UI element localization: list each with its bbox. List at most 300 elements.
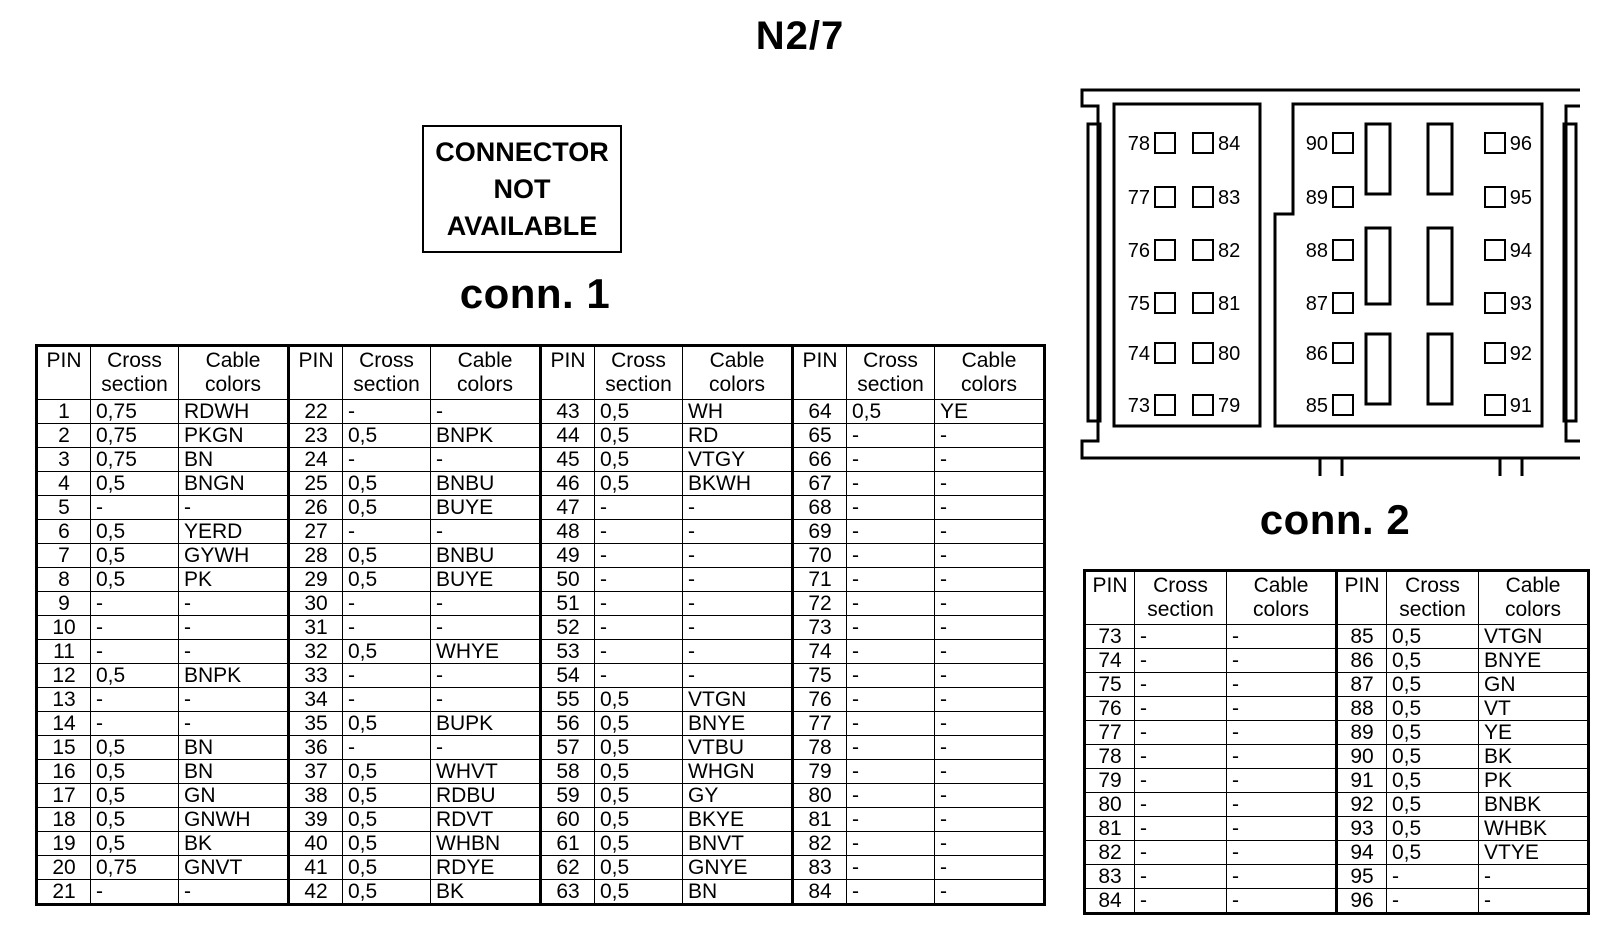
pin-contact (1193, 343, 1213, 363)
connector-pin-label: 96 (1509, 133, 1532, 155)
cell-cross: 0,5 (595, 472, 683, 496)
pin-contact (1155, 187, 1175, 207)
cell-color: RDYE (431, 856, 541, 880)
header-pin: PIN (1337, 571, 1387, 625)
cell-color: - (935, 544, 1045, 568)
cell-cross: 0,5 (1387, 721, 1479, 745)
cell-pin: 35 (289, 712, 343, 736)
cell-pin: 82 (793, 832, 847, 856)
cell-cross: - (847, 544, 935, 568)
cell-cross: - (91, 688, 179, 712)
cell-cross: 0,5 (343, 856, 431, 880)
cell-cross: - (847, 472, 935, 496)
table-row (37, 688, 1045, 712)
cell-cross: - (595, 544, 683, 568)
cell-pin: 73 (793, 616, 847, 640)
cell-pin: 46 (541, 472, 595, 496)
cell-pin: 59 (541, 784, 595, 808)
pin-contact (1155, 240, 1175, 260)
cell-cross: - (595, 592, 683, 616)
cell-color: - (179, 712, 289, 736)
cell-pin: 22 (289, 400, 343, 424)
cell-color: PKGN (179, 424, 289, 448)
cell-pin: 65 (793, 424, 847, 448)
cell-pin: 63 (541, 880, 595, 905)
cell-color: VTGY (683, 448, 793, 472)
cell-pin: 91 (1337, 769, 1387, 793)
table-row (37, 616, 1045, 640)
cell-color: - (1227, 817, 1337, 841)
connector-key-right (1500, 458, 1522, 476)
cell-cross: 0,5 (91, 664, 179, 688)
table-row (37, 808, 1045, 832)
cell-color: RDVT (431, 808, 541, 832)
cell-cross: 0,5 (91, 832, 179, 856)
cell-color: - (935, 640, 1045, 664)
cell-pin: 21 (37, 880, 91, 905)
header-cross: Cross section (595, 346, 683, 400)
cell-pin: 75 (793, 664, 847, 688)
table-row (37, 664, 1045, 688)
cell-color: BK (1479, 745, 1589, 769)
cell-color: - (1227, 673, 1337, 697)
connector-pin-label: 81 (1218, 293, 1241, 315)
connector-key-left (1320, 458, 1342, 476)
cell-cross: 0,5 (91, 544, 179, 568)
cell-pin: 56 (541, 712, 595, 736)
cell-color: PK (179, 568, 289, 592)
cell-pin: 3 (37, 448, 91, 472)
cell-color: - (683, 568, 793, 592)
table-row (1085, 817, 1589, 841)
cell-cross: 0,5 (847, 400, 935, 424)
cell-cross: - (847, 856, 935, 880)
cell-cross: - (343, 400, 431, 424)
header-pin: PIN (1085, 571, 1135, 625)
cell-cross: 0,5 (1387, 625, 1479, 649)
table-row (1085, 769, 1589, 793)
cell-cross: - (1135, 721, 1227, 745)
table-row (37, 832, 1045, 856)
cell-cross: - (847, 712, 935, 736)
cell-color: - (683, 640, 793, 664)
cell-color: VTGN (1479, 625, 1589, 649)
cell-color: - (935, 688, 1045, 712)
cell-cross: 0,5 (1387, 793, 1479, 817)
cell-cross: 0,75 (91, 856, 179, 880)
slot (1428, 228, 1452, 304)
connector-pin-label: 86 (1305, 343, 1328, 365)
header-pin: PIN (37, 346, 91, 400)
cell-cross: - (847, 760, 935, 784)
cell-pin: 72 (793, 592, 847, 616)
header-color: Cable colors (683, 346, 793, 400)
pin-contact (1193, 293, 1213, 313)
cell-color: - (935, 760, 1045, 784)
cell-cross: 0,5 (1387, 817, 1479, 841)
header-cross: Cross section (343, 346, 431, 400)
cell-color: GNYE (683, 856, 793, 880)
cell-color: - (683, 592, 793, 616)
connector-pin-label: 83 (1218, 187, 1241, 209)
cell-color: GN (1479, 673, 1589, 697)
cell-pin: 64 (793, 400, 847, 424)
cell-pin: 17 (37, 784, 91, 808)
cell-color: - (431, 664, 541, 688)
cell-pin: 5 (37, 496, 91, 520)
cell-color: BNYE (683, 712, 793, 736)
cell-cross: 0,5 (1387, 673, 1479, 697)
cell-color: BNGN (179, 472, 289, 496)
cell-pin: 37 (289, 760, 343, 784)
table-row (1085, 793, 1589, 817)
cell-color: - (431, 448, 541, 472)
cell-pin: 14 (37, 712, 91, 736)
conn1-label: conn. 1 (459, 270, 611, 317)
cell-color: - (935, 712, 1045, 736)
cell-color: WHGN (683, 760, 793, 784)
page-title: N2/7 (755, 14, 845, 58)
cell-pin: 44 (541, 424, 595, 448)
connector-pin-label: 79 (1218, 395, 1241, 417)
cell-color: - (431, 400, 541, 424)
not-available-line-2: NOT (493, 173, 551, 204)
cell-pin: 76 (793, 688, 847, 712)
cell-color: BNPK (179, 664, 289, 688)
cell-color: BUYE (431, 496, 541, 520)
cell-pin: 83 (1085, 865, 1135, 889)
connector-pin-label: 95 (1509, 187, 1532, 209)
cell-pin: 92 (1337, 793, 1387, 817)
cell-cross: 0,5 (595, 424, 683, 448)
cell-color: GNVT (179, 856, 289, 880)
cell-color: - (431, 520, 541, 544)
cell-cross: 0,5 (595, 400, 683, 424)
cell-cross: 0,5 (595, 736, 683, 760)
table-row (37, 880, 1045, 905)
table-row (37, 760, 1045, 784)
table-row (37, 592, 1045, 616)
cell-cross: - (847, 664, 935, 688)
cell-color: BNPK (431, 424, 541, 448)
cell-color: - (1227, 697, 1337, 721)
cell-cross: - (91, 496, 179, 520)
cell-pin: 53 (541, 640, 595, 664)
cell-pin: 2 (37, 424, 91, 448)
header-cross: Cross section (847, 346, 935, 400)
cell-color: - (683, 616, 793, 640)
pin-contact (1333, 395, 1353, 415)
cell-pin: 57 (541, 736, 595, 760)
cell-color: - (935, 664, 1045, 688)
cell-pin: 76 (1085, 697, 1135, 721)
cell-cross: 0,5 (343, 640, 431, 664)
cell-color: - (1227, 865, 1337, 889)
slot (1366, 228, 1390, 304)
cell-cross: - (847, 784, 935, 808)
cell-color: BNYE (1479, 649, 1589, 673)
pin-contact (1485, 293, 1505, 313)
connector-pin-label: 90 (1305, 133, 1328, 155)
cell-color: BK (431, 880, 541, 905)
table-row (1085, 841, 1589, 865)
cell-color: BNBK (1479, 793, 1589, 817)
cell-color: WH (683, 400, 793, 424)
connector-pin-label: 89 (1305, 187, 1328, 209)
cell-cross: 0,5 (595, 448, 683, 472)
cell-cross: - (343, 616, 431, 640)
cell-pin: 19 (37, 832, 91, 856)
cell-cross: - (847, 640, 935, 664)
cell-pin: 77 (1085, 721, 1135, 745)
cell-pin: 4 (37, 472, 91, 496)
cell-color: - (179, 616, 289, 640)
header-pin: PIN (289, 346, 343, 400)
cell-color: - (935, 832, 1045, 856)
cell-pin: 20 (37, 856, 91, 880)
cell-cross: 0,5 (1387, 697, 1479, 721)
cell-cross: - (1135, 769, 1227, 793)
table-row (37, 640, 1045, 664)
cell-pin: 69 (793, 520, 847, 544)
cell-pin: 81 (1085, 817, 1135, 841)
table-row (37, 568, 1045, 592)
cell-color: - (1227, 745, 1337, 769)
cell-pin: 23 (289, 424, 343, 448)
cell-pin: 85 (1337, 625, 1387, 649)
cell-pin: 43 (541, 400, 595, 424)
cell-color: RDBU (431, 784, 541, 808)
pin-contact (1193, 187, 1213, 207)
cell-cross: 0,5 (343, 568, 431, 592)
cell-color: - (1227, 793, 1337, 817)
cell-color: BKYE (683, 808, 793, 832)
cell-color: - (935, 808, 1045, 832)
cell-cross: 0,5 (343, 784, 431, 808)
cell-pin: 78 (793, 736, 847, 760)
cell-pin: 62 (541, 856, 595, 880)
connector-pin-label: 94 (1509, 240, 1532, 262)
cell-cross: - (343, 592, 431, 616)
not-available-line-3: AVAILABLE (446, 210, 598, 241)
cell-cross: - (1135, 841, 1227, 865)
cell-color: - (935, 568, 1045, 592)
table-row (37, 544, 1045, 568)
cell-pin: 54 (541, 664, 595, 688)
table-row (37, 448, 1045, 472)
header-color: Cable colors (179, 346, 289, 400)
cell-pin: 45 (541, 448, 595, 472)
cell-pin: 75 (1085, 673, 1135, 697)
header-pin: PIN (793, 346, 847, 400)
table-row (37, 736, 1045, 760)
table-row (1085, 865, 1589, 889)
cell-pin: 80 (793, 784, 847, 808)
cell-cross: 0,5 (91, 736, 179, 760)
header-color: Cable colors (431, 346, 541, 400)
cell-cross: 0,5 (595, 712, 683, 736)
connector-not-available-box (422, 125, 622, 253)
cell-color: - (431, 736, 541, 760)
cell-pin: 29 (289, 568, 343, 592)
cell-color: VT (1479, 697, 1589, 721)
table-row (1085, 745, 1589, 769)
cell-color: BN (179, 736, 289, 760)
cell-color: - (935, 784, 1045, 808)
cell-color: BN (179, 760, 289, 784)
connector-pin-label: 88 (1305, 240, 1328, 262)
cell-color: - (935, 616, 1045, 640)
cell-color: YERD (179, 520, 289, 544)
pin-contact (1333, 240, 1353, 260)
pin-contact (1485, 343, 1505, 363)
cell-pin: 6 (37, 520, 91, 544)
pin-contact (1485, 395, 1505, 415)
cell-pin: 61 (541, 832, 595, 856)
cell-pin: 74 (793, 640, 847, 664)
connector-pin-label: 82 (1218, 240, 1241, 262)
table-row (37, 784, 1045, 808)
pin-contact (1193, 240, 1213, 260)
connector-pin-label: 80 (1218, 343, 1241, 365)
cell-cross: - (343, 520, 431, 544)
cell-color: - (935, 496, 1045, 520)
connector-pin-label: 74 (1127, 343, 1150, 365)
cell-color: - (179, 592, 289, 616)
cell-pin: 58 (541, 760, 595, 784)
connector-pin-label: 91 (1509, 395, 1532, 417)
cell-pin: 79 (1085, 769, 1135, 793)
table-row (37, 496, 1045, 520)
cell-pin: 52 (541, 616, 595, 640)
cell-pin: 81 (793, 808, 847, 832)
cell-pin: 88 (1337, 697, 1387, 721)
cell-cross: 0,5 (91, 784, 179, 808)
cell-cross: - (847, 832, 935, 856)
table-row (1085, 673, 1589, 697)
cell-color: - (431, 592, 541, 616)
cell-pin: 39 (289, 808, 343, 832)
cell-pin: 84 (793, 880, 847, 905)
cell-color: BK (179, 832, 289, 856)
cell-pin: 41 (289, 856, 343, 880)
cell-color: - (179, 880, 289, 905)
cell-cross: - (847, 448, 935, 472)
cell-pin: 30 (289, 592, 343, 616)
cell-cross: 0,5 (595, 808, 683, 832)
cell-pin: 11 (37, 640, 91, 664)
cell-pin: 86 (1337, 649, 1387, 673)
cell-pin: 50 (541, 568, 595, 592)
cell-color: - (683, 496, 793, 520)
cell-color: GNWH (179, 808, 289, 832)
cell-pin: 26 (289, 496, 343, 520)
cell-color: WHBK (1479, 817, 1589, 841)
cell-cross: - (91, 712, 179, 736)
cell-color: - (1227, 721, 1337, 745)
cell-color: BN (179, 448, 289, 472)
pin-contact (1333, 293, 1353, 313)
cell-pin: 90 (1337, 745, 1387, 769)
cell-pin: 67 (793, 472, 847, 496)
table-row (37, 520, 1045, 544)
cell-cross: - (1387, 865, 1479, 889)
cell-pin: 78 (1085, 745, 1135, 769)
cell-pin: 73 (1085, 625, 1135, 649)
cell-pin: 87 (1337, 673, 1387, 697)
cell-cross: - (847, 616, 935, 640)
cell-cross: 0,5 (91, 808, 179, 832)
cell-cross: - (1387, 889, 1479, 914)
conn1-pin-table (35, 344, 1046, 906)
cell-pin: 27 (289, 520, 343, 544)
connector-pin-label: 73 (1127, 395, 1150, 417)
cell-pin: 84 (1085, 889, 1135, 914)
cell-pin: 1 (37, 400, 91, 424)
connector-pin-label: 76 (1127, 240, 1150, 262)
slot (1366, 124, 1390, 194)
cell-color: BUYE (431, 568, 541, 592)
cell-cross: - (1135, 745, 1227, 769)
cell-color: - (935, 424, 1045, 448)
cell-color: GYWH (179, 544, 289, 568)
cell-pin: 93 (1337, 817, 1387, 841)
cell-color: GY (683, 784, 793, 808)
cell-pin: 68 (793, 496, 847, 520)
cell-cross: 0,5 (91, 520, 179, 544)
cell-pin: 32 (289, 640, 343, 664)
cell-cross: 0,5 (343, 472, 431, 496)
pin-contact (1155, 293, 1175, 313)
cell-cross: 0,5 (595, 688, 683, 712)
cell-pin: 31 (289, 616, 343, 640)
cell-color: - (179, 640, 289, 664)
connector-pin-label: 75 (1127, 293, 1150, 315)
cell-pin: 74 (1085, 649, 1135, 673)
cell-cross: - (595, 640, 683, 664)
cell-cross: - (1135, 697, 1227, 721)
slot (1366, 334, 1390, 404)
cell-cross: - (343, 688, 431, 712)
cell-cross: 0,5 (1387, 841, 1479, 865)
cell-color: PK (1479, 769, 1589, 793)
cell-cross: - (343, 664, 431, 688)
connector-pin-label: 85 (1305, 395, 1328, 417)
cell-color: - (1227, 841, 1337, 865)
cell-pin: 51 (541, 592, 595, 616)
cell-pin: 49 (541, 544, 595, 568)
cell-pin: 7 (37, 544, 91, 568)
header-color: Cable colors (1227, 571, 1337, 625)
cell-cross: - (847, 688, 935, 712)
cell-cross: 0,5 (595, 760, 683, 784)
table-row (37, 856, 1045, 880)
cell-color: VTBU (683, 736, 793, 760)
cell-pin: 47 (541, 496, 595, 520)
cell-color: - (431, 616, 541, 640)
cell-cross: 0,75 (91, 424, 179, 448)
table-row (1085, 625, 1589, 649)
cell-cross: 0,5 (595, 856, 683, 880)
cell-color: BNVT (683, 832, 793, 856)
cell-pin: 12 (37, 664, 91, 688)
cell-cross: - (1135, 865, 1227, 889)
table-row (37, 472, 1045, 496)
cell-pin: 95 (1337, 865, 1387, 889)
table-row (37, 400, 1045, 424)
cell-cross: - (1135, 889, 1227, 914)
cell-color: BNBU (431, 472, 541, 496)
